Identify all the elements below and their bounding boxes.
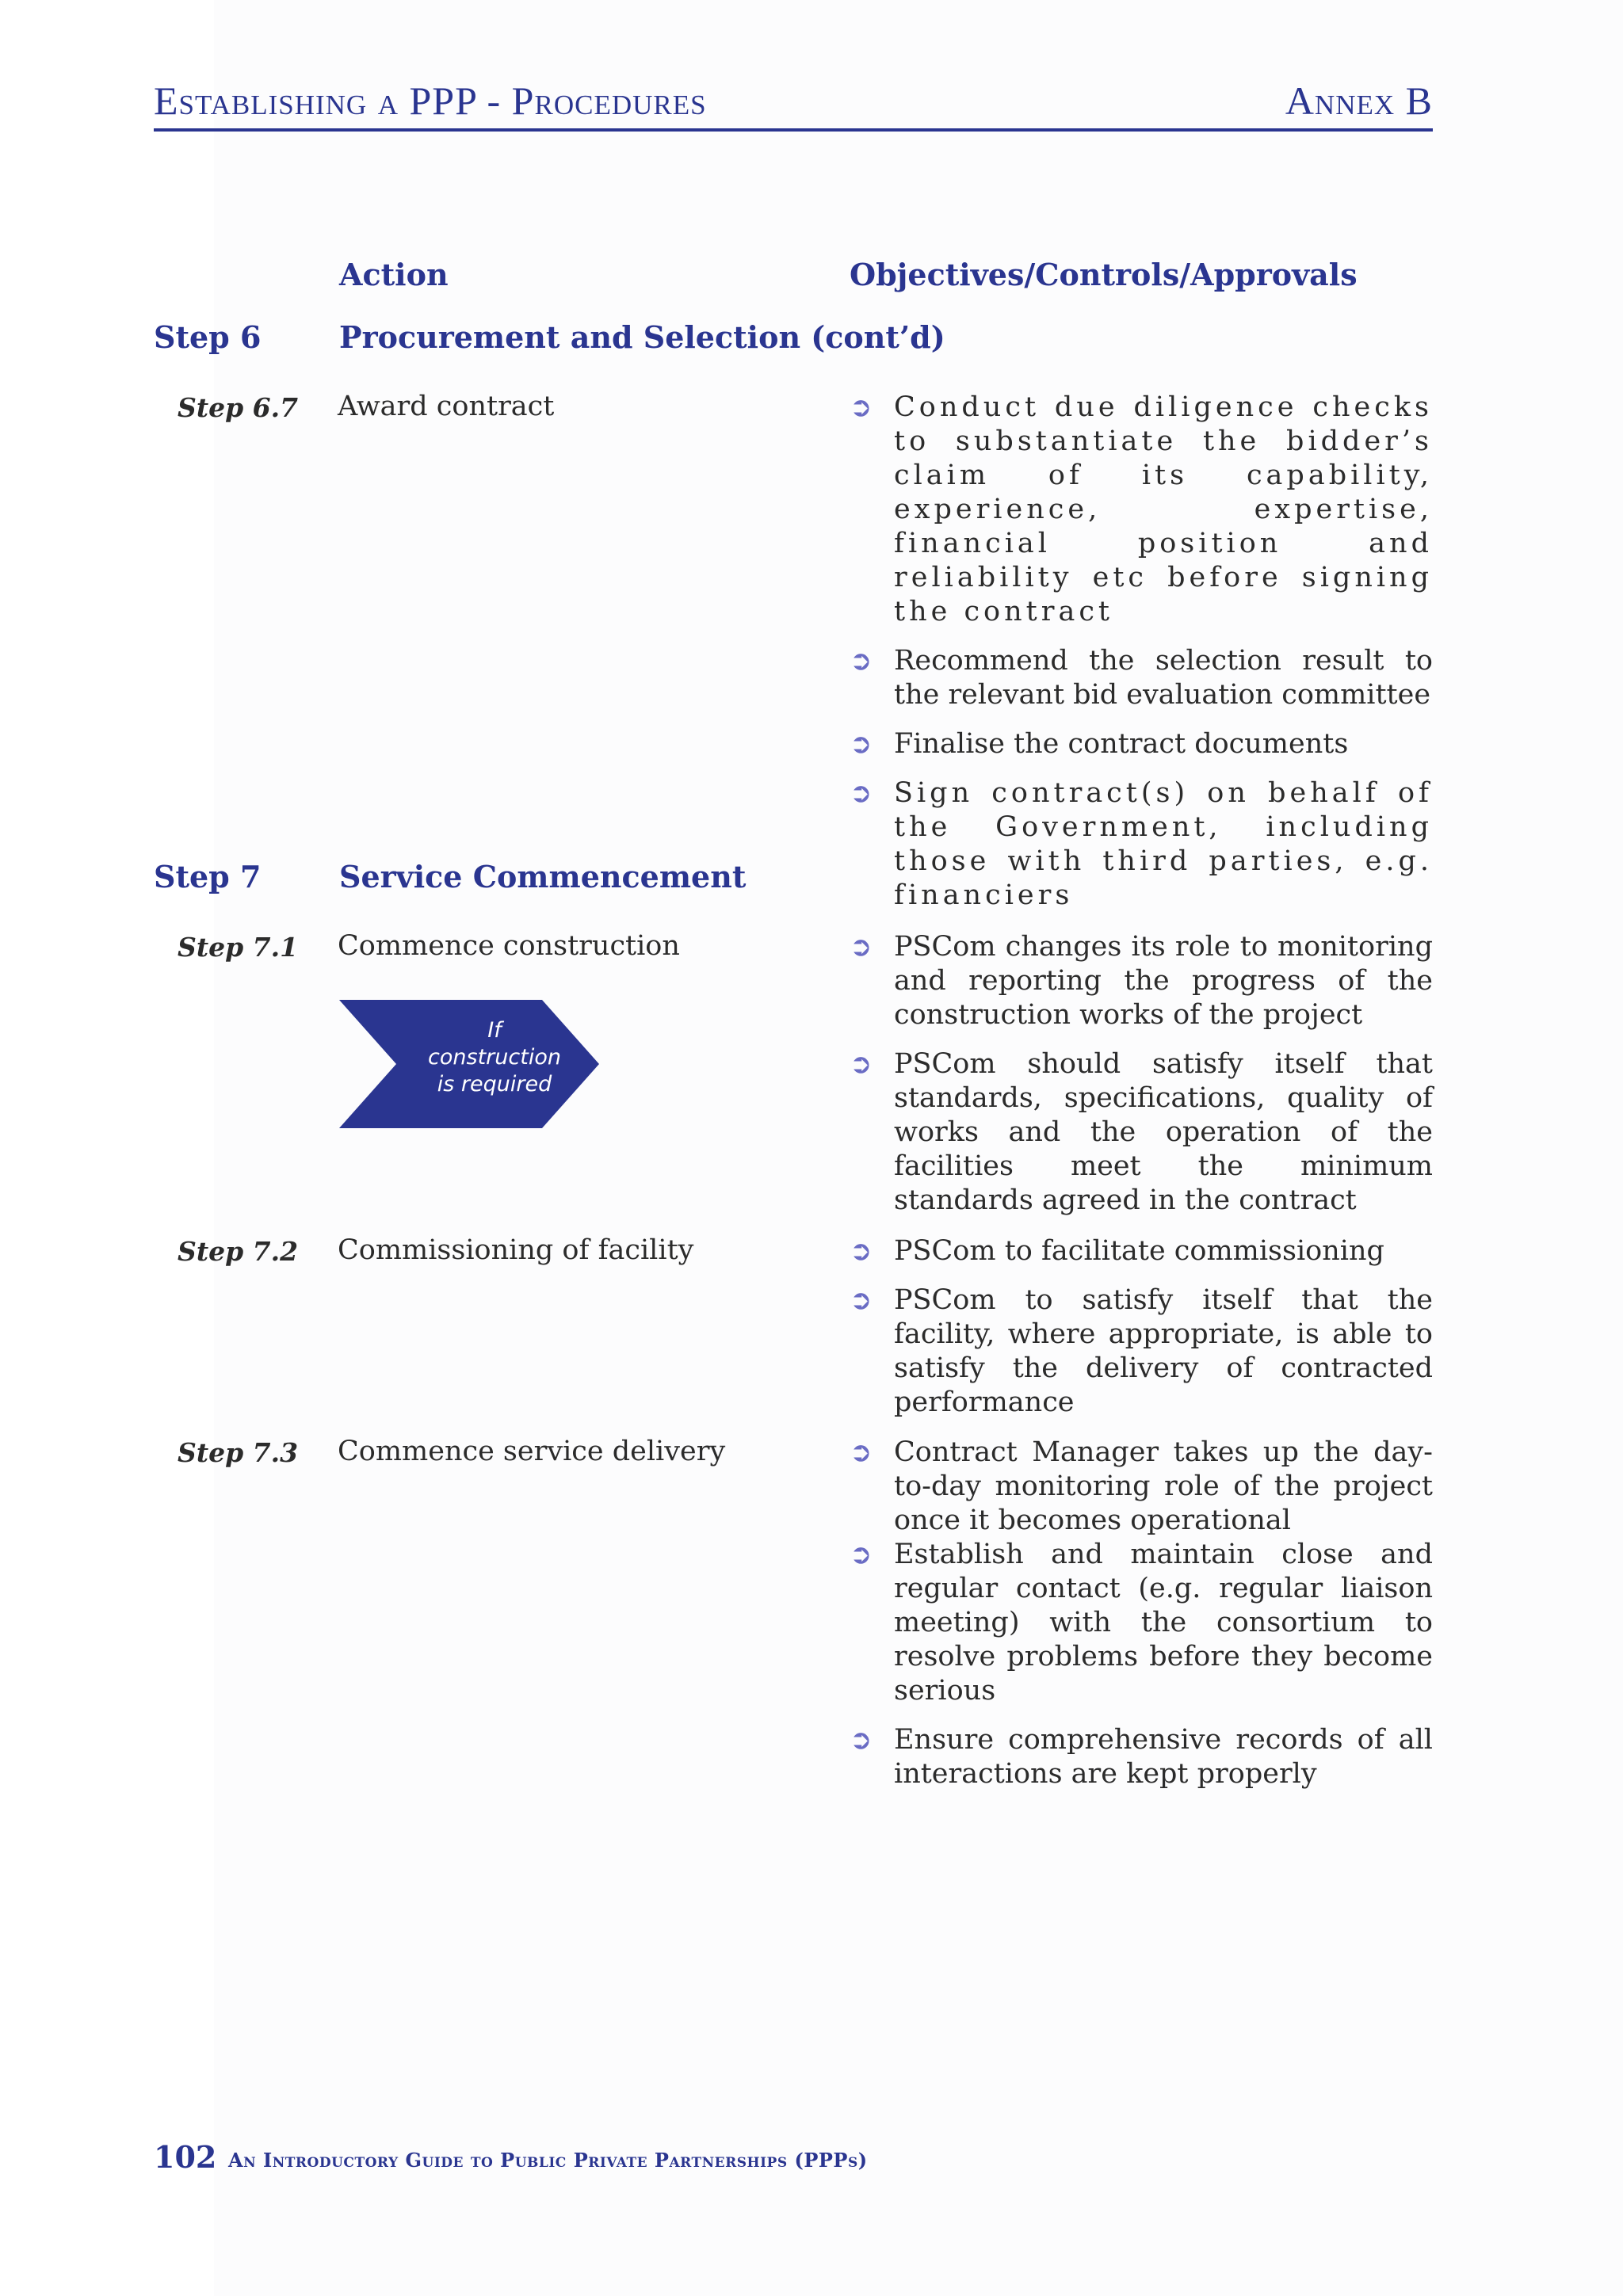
step-6-label: Step 6 [154,319,262,355]
step-7-3-objectives [850,1436,1433,1806]
arrow-circle-icon: ➲ [850,1724,873,1756]
header-rule [154,128,1433,132]
step-7-1-label: Step 7.1 [178,932,299,963]
list-item: ➲ PSCom changes its role to monitoring and reporting the progress of the construction works of the project [850,931,1433,1031]
arrow-circle-icon: ➲ [850,391,873,423]
arrow-circle-icon: ➲ [850,1436,873,1468]
column-heading-action: Action [339,257,449,292]
arrow-circle-icon: ➲ [850,645,873,677]
footer-title: An Introductory Guide to Public Private Partnerships (PPPs) [228,2149,868,2172]
list-item: ➲ Ensure comprehensive records of all interactions are kept properly [850,1724,1433,1790]
list-item: ➲ PSCom to satisfy itself that the facility, where appropriate, is able to satisfy the delivery of contracted performance [850,1284,1433,1418]
callout-text: If construction is required [428,1018,561,1097]
column-heading-objectives: Objectives/Controls/Approvals [850,257,1358,292]
arrow-circle-icon: ➲ [850,1048,873,1080]
arrow-circle-icon: ➲ [850,777,873,809]
list-item: ➲ Finalise the contract documents [850,728,1349,760]
step-6-7-label: Step 6.7 [178,392,299,423]
step-6-7-objectives [850,391,1433,928]
arrow-circle-icon: ➲ [850,1539,873,1570]
step-7-1-objectives [850,930,1433,1233]
arrow-circle-icon: ➲ [850,728,873,760]
step-7-2-action: Commissioning of facility [338,1234,694,1266]
header-annex: Annex B [1285,78,1433,123]
arrow-circle-icon: ➲ [850,1284,873,1316]
arrow-circle-icon: ➲ [850,1235,873,1267]
step-6-7-action: Award contract [338,391,555,422]
step-7-title: Service Commencement [339,859,747,894]
list-item: ➲ Contract Manager takes up the day-to-day monitoring role of the project once it becomes operational [850,1436,1433,1536]
list-item: ➲ Recommend the selection result to the relevant bid evaluation committee [850,645,1433,711]
page-number: 102 [154,2139,217,2175]
step-6-title: Procurement and Selection (cont’d) [339,319,945,355]
list-item: ➲ Conduct due diligence checks to substantiate the bidder’s claim of its capability, experience, expertise, financial position and reliability etc before signing the contract [850,391,1433,627]
step-7-1-action: Commence construction [338,930,680,962]
list-item: ➲ Establish and maintain close and regular contact (e.g. regular liaison meeting) with the consortium to resolve problems before they become serious [850,1539,1433,1707]
list-item: ➲ PSCom to facilitate commissioning [850,1235,1384,1267]
list-item: ➲ Sign contract(s) on behalf of the Government, including those with third parties, e.g. financiers [850,777,1433,911]
step-7-3-label: Step 7.3 [178,1437,299,1468]
list-item: ➲ PSCom should satisfy itself that standards, specifications, quality of works and the operation of the facilities meet the minimum standards agreed in the contract [850,1048,1433,1216]
step-7-label: Step 7 [154,859,262,894]
step-7-2-label: Step 7.2 [178,1236,299,1267]
step-7-2-objectives [850,1234,1433,1435]
header-title: Establishing a PPP - Procedures [154,78,707,123]
step-7-3-action: Commence service delivery [338,1436,726,1467]
arrow-circle-icon: ➲ [850,931,873,963]
